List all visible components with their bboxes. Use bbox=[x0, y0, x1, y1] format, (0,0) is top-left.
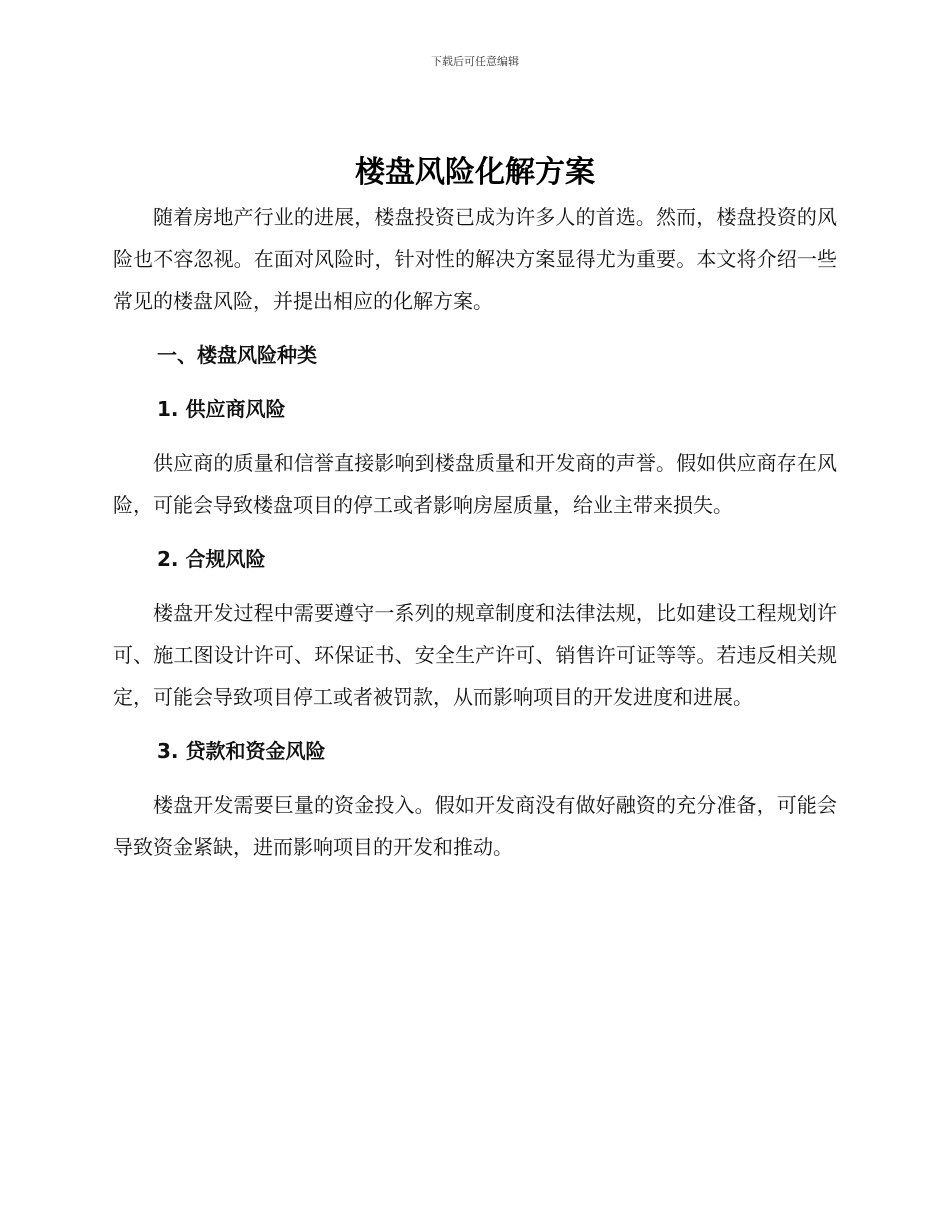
intro-paragraph: 随着房地产行业的进展，楼盘投资已成为许多人的首选。然而，楼盘投资的风险也不容忽视。在面对风险时，针对性的解决方案显得尤为重要。本文将介绍一些常见的楼盘风险，并提出相应的化解方案。 bbox=[113, 205, 837, 313]
subsection-heading-compliance-risk: 2. 合规风险 bbox=[157, 547, 266, 571]
subsection-heading-supplier-risk: 1. 供应商风险 bbox=[157, 397, 286, 421]
section-heading-risk-types: 一、楼盘风险种类 bbox=[157, 343, 317, 367]
subsection-heading-funding-risk: 3. 贷款和资金风险 bbox=[157, 739, 326, 763]
document-title: 楼盘风险化解方案 bbox=[355, 155, 595, 190]
funding-risk-paragraph: 楼盘开发需要巨量的资金投入。假如开发商没有做好融资的充分准备，可能会导致资金紧缺，进而影响项目的开发和推动。 bbox=[113, 793, 837, 859]
document-body bbox=[113, 150, 837, 868]
supplier-risk-paragraph: 供应商的质量和信誉直接影响到楼盘质量和开发商的声誉。假如供应商存在风险，可能会导致楼盘项目的停工或者影响房屋质量，给业主带来损失。 bbox=[113, 451, 837, 517]
compliance-risk-paragraph: 楼盘开发过程中需要遵守一系列的规章制度和法律法规，比如建设工程规划许可、施工图设计许可、环保证书、安全生产许可、销售许可证等等。若违反相关规定，可能会导致项目停工或者被罚款，从而影响项目的开发进度和进展。 bbox=[113, 601, 837, 709]
page-header-note: 下载后可任意编辑 bbox=[431, 55, 519, 68]
